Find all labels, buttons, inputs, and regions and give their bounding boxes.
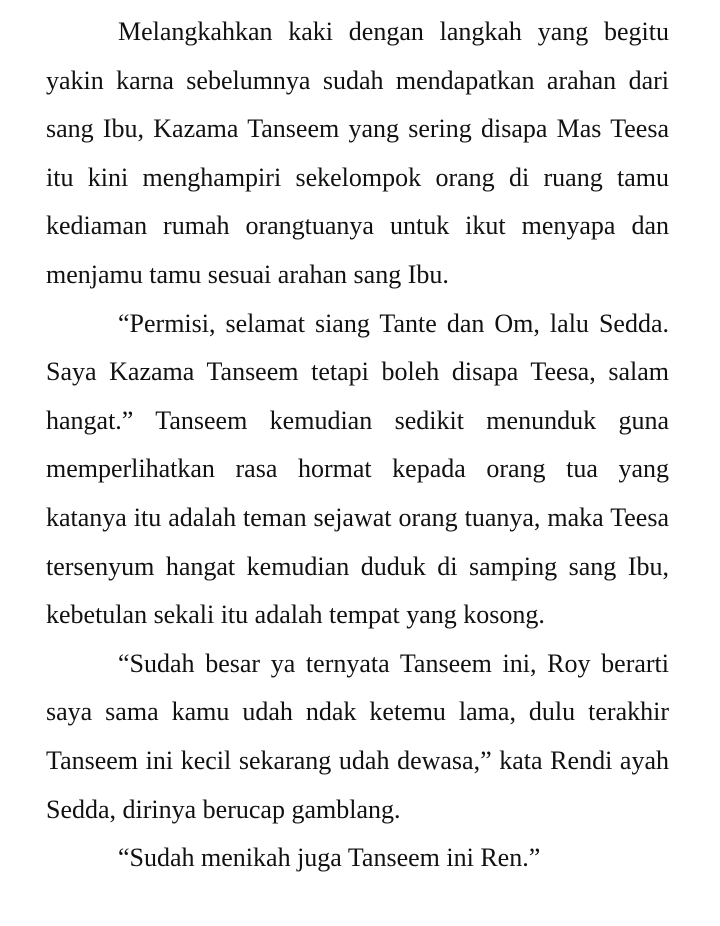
paragraph: Melangkahkan kaki dengan langkah yang begitu yakin karna sebelumnya sudah mendapatkan arahan dari sang Ibu, Kazama Tanseem yang sering disapa Mas Teesa itu kini menghampiri sekelompok orang di ruang tamu kediaman rumah orangtuanya untuk ikut menyapa dan menjamu tamu sesuai arahan sang Ibu. — [46, 17, 669, 289]
paragraph: “Sudah besar ya ternyata Tanseem ini, Roy berarti saya sama kamu udah ndak ketemu lama, dulu terakhir Tanseem ini kecil sekarang udah dewasa,” kata Rendi ayah Sedda, dirinya berucap gamblang. — [46, 648, 669, 824]
paragraph: “Sudah menikah juga Tanseem ini Ren.” — [118, 843, 541, 873]
body-text — [46, 8, 669, 883]
paragraph: “Permisi, selamat siang Tante dan Om, lalu Sedda. Saya Kazama Tanseem tetapi boleh disapa Teesa, salam hangat.” Tanseem kemudian sedikit menunduk guna memperlihatkan rasa hormat kepada orang tua yang katanya itu adalah teman sejawat orang tuanya, maka Teesa tersenyum hangat kemudian duduk di samping sang Ibu, kebetulan sekali itu adalah tempat yang kosong. — [46, 308, 669, 630]
